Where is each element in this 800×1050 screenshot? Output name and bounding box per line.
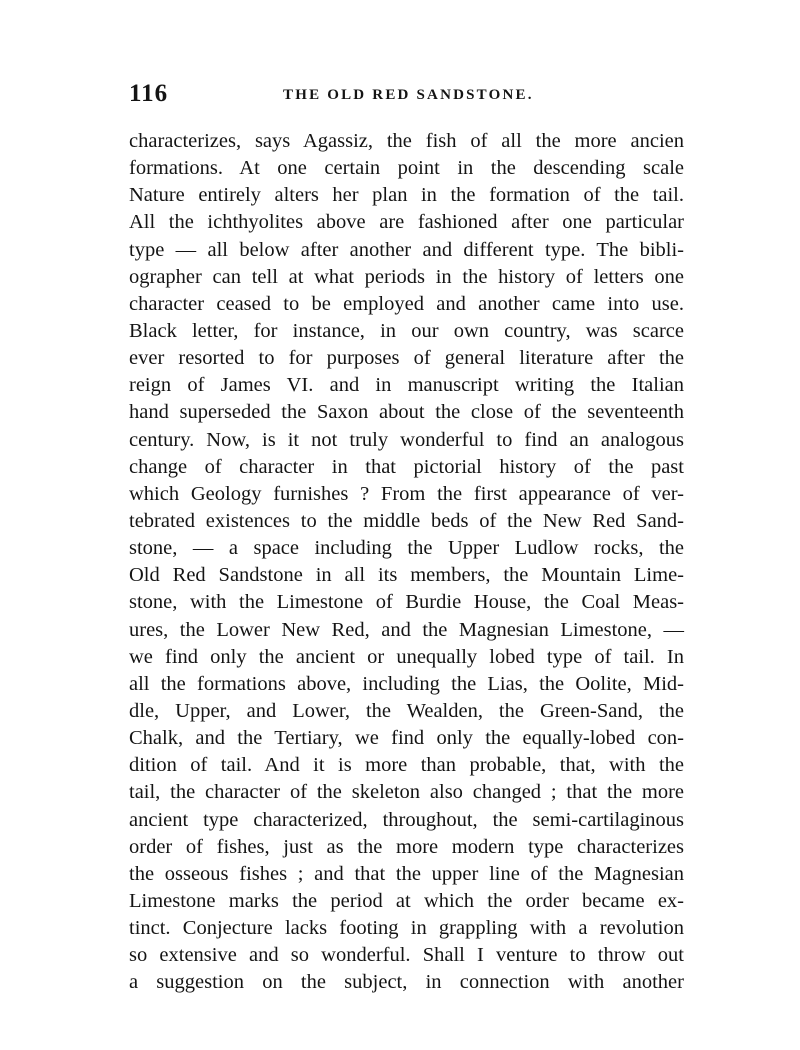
text-line: tail, the character of the skeleton also changed ; that the more [129,781,684,804]
text-line: type — all below after another and different type. The bibli- [129,238,684,261]
text-line: ever resorted to for purposes of general literature after the [129,347,684,370]
text-line: tinct. Conjecture lacks footing in grappling with a revolution [129,917,684,940]
text-line: the osseous fishes ; and that the upper line of the Magnesian [129,862,684,885]
text-line: century. Now, is it not truly wonderful to find an analogous [129,428,684,451]
text-line: Nature entirely alters her plan in the formation of the tail. [129,184,684,207]
text-line: characterizes, says Agassiz, the fish of all the more ancien [129,130,684,152]
text-line: All the ichthyolites above are fashioned after one particular [129,211,684,234]
text-line: tebrated existences to the middle beds of the New Red Sand- [129,509,684,532]
text-line: order of fishes, just as the more modern type characterizes [129,835,684,858]
text-line: ancient type characterized, throughout, the semi-cartilaginous [129,808,684,831]
body-text [129,128,684,997]
text-line: change of character in that pictorial history of the past [129,455,684,478]
running-head: THE OLD RED SANDSTONE. [283,87,534,103]
text-line: Black letter, for instance, in our own country, was scarce [129,319,684,342]
text-line: Chalk, and the Tertiary, we find only the equally-lobed con- [129,727,684,750]
text-line: stone, — a space including the Upper Ludlow rocks, the [129,537,684,560]
text-line: we find only the ancient or unequally lobed type of tail. In [129,645,684,668]
text-line: a suggestion on the subject, in connection with another [129,971,684,994]
text-line: hand superseded the Saxon about the close of the seventeenth [129,401,684,424]
page-header [129,80,689,110]
text-line: ures, the Lower New Red, and the Magnesian Limestone, — [129,618,684,641]
text-line: so extensive and so wonderful. Shall I venture to throw out [129,944,684,967]
page-number: 116 [129,80,169,107]
text-line: Old Red Sandstone in all its members, the Mountain Lime- [129,564,684,587]
text-line: stone, with the Limestone of Burdie House, the Coal Meas- [129,591,684,614]
text-line: all the formations above, including the Lias, the Oolite, Mid- [129,672,684,695]
text-line: Limestone marks the period at which the order became ex- [129,889,684,912]
text-line: reign of James VI. and in manuscript writing the Italian [129,374,684,397]
text-line: formations. At one certain point in the descending scale [129,157,684,180]
text-line: dition of tail. And it is more than probable, that, with the [129,754,684,777]
text-line: character ceased to be employed and another came into use. [129,292,684,315]
text-line: ographer can tell at what periods in the history of letters one [129,265,684,288]
text-line: which Geology furnishes ? From the first appearance of ver- [129,482,684,505]
text-line: dle, Upper, and Lower, the Wealden, the Green-Sand, the [129,699,684,722]
